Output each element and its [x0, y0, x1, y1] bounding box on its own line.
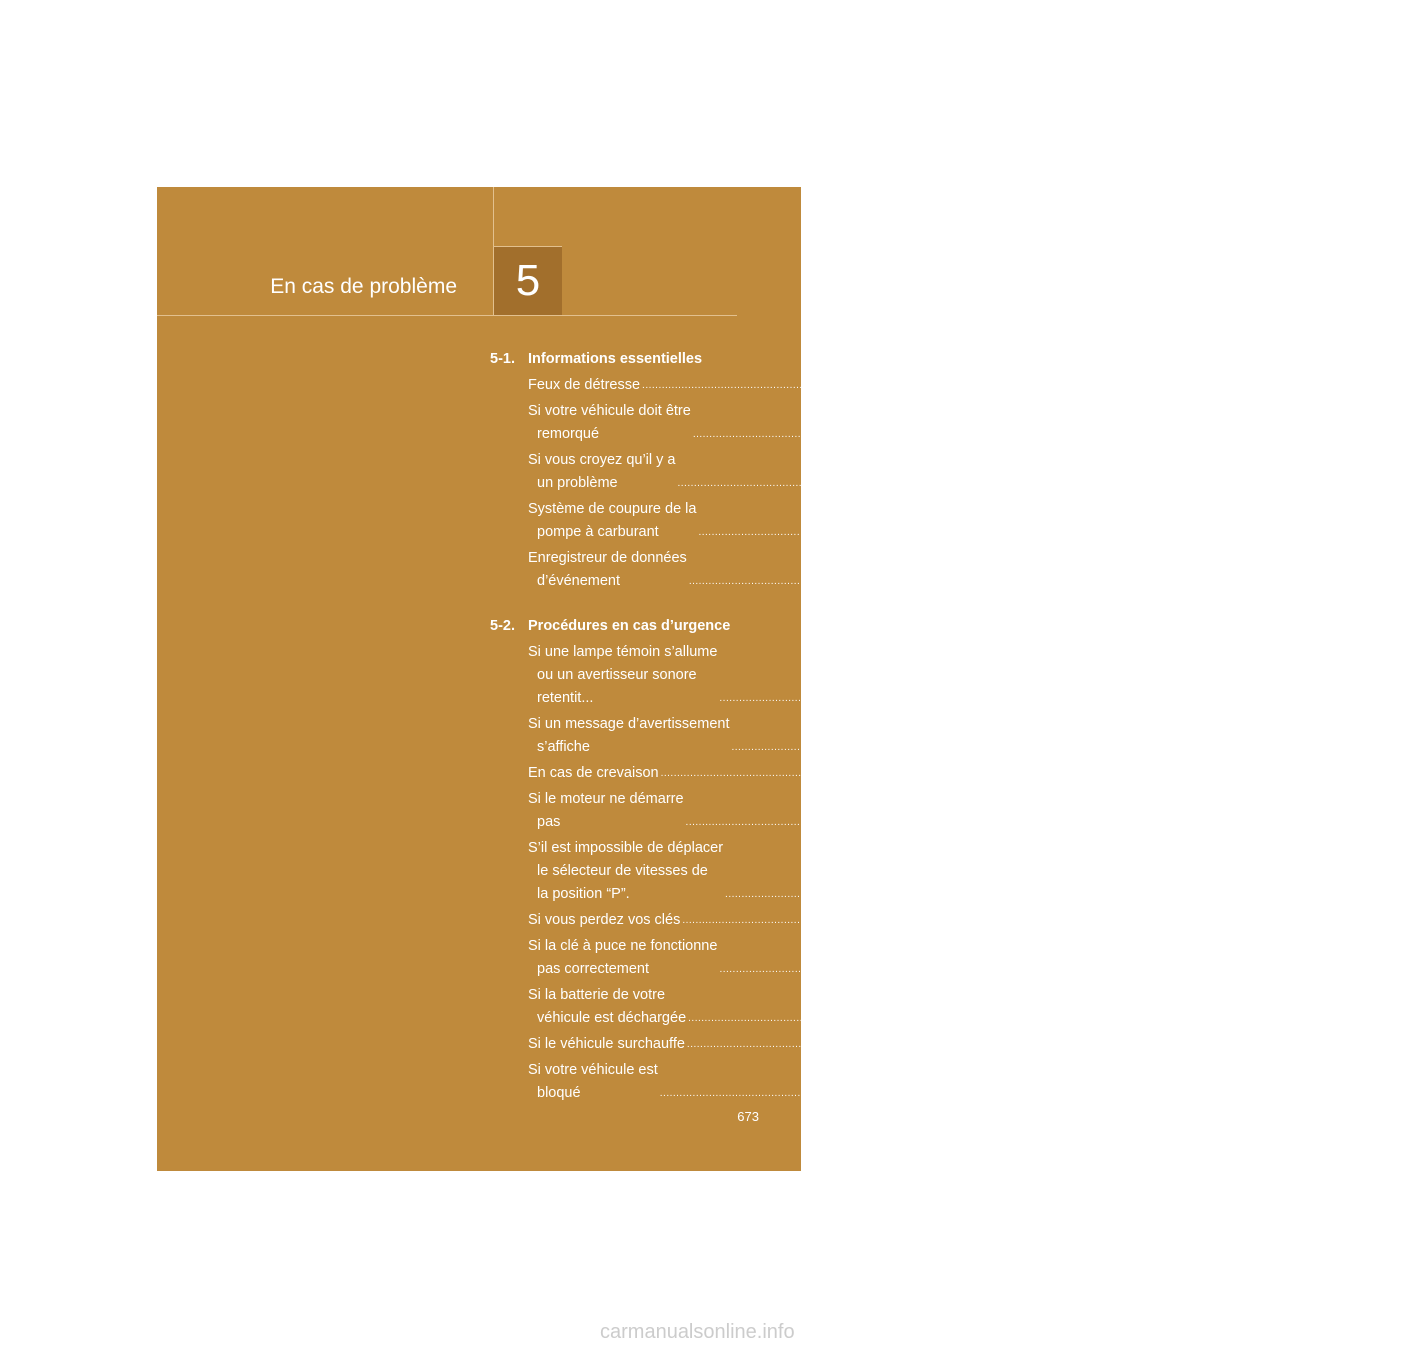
entry-text: En cas de crevaison: [528, 765, 659, 781]
toc-entry[interactable]: [528, 713, 1414, 759]
toc-entry[interactable]: [528, 400, 1376, 446]
leader-dots: ........................................................................................................................................................................................................: [642, 380, 1298, 391]
toc-entry[interactable]: [528, 1033, 1370, 1056]
leader-dots: ........................................................................................................................................................................................................: [688, 1013, 1344, 1024]
leader-dots: ........................................................................................................................................................................................................: [682, 915, 1338, 926]
chapter-number: 5: [515, 256, 541, 305]
section-heading[interactable]: [490, 615, 740, 638]
toc-entry[interactable]: [528, 935, 1403, 981]
entry-text: Si votre véhicule doit être remorqué: [528, 403, 691, 442]
leader-dots: ........................................................................................................................................................................................................: [688, 576, 1345, 587]
chapter-panel: [157, 187, 1414, 1171]
entry-page: 734: [1343, 814, 1369, 831]
chapter-title: En cas de problème: [270, 275, 457, 298]
toc-entry[interactable]: [528, 641, 1403, 710]
toc-section: [490, 348, 1382, 593]
leader-dots: ........................................................................................................................................................................................................: [719, 964, 1376, 975]
section-title: Informations essentielles: [528, 351, 703, 367]
entry-text: Si une lampe témoin s’allume ou un avertisseur sonore retentit...: [528, 644, 718, 706]
watermark: carmanualsonline.info: [600, 1321, 795, 1343]
toc-entry[interactable]: [528, 547, 1372, 593]
entry-text: Si la batterie de votre véhicule est déchargée: [528, 987, 687, 1026]
entry-page: 682: [1356, 524, 1382, 541]
leader-dots: ........................................................................................................................................................................................................: [698, 527, 1355, 538]
entry-text: Enregistreur de données d’événement: [528, 550, 687, 589]
header-horizontal-divider: [157, 315, 737, 316]
page-number: 673: [737, 1109, 759, 1124]
entry-page: 681: [1335, 475, 1361, 492]
entry-text: Si le moteur ne démarre pas: [528, 791, 684, 830]
entry-text: Si la clé à puce ne fonctionne pas correctement: [528, 938, 718, 977]
section-title: Procédures en cas d’urgence: [528, 618, 731, 634]
toc-entry[interactable]: [528, 374, 1325, 397]
toc-entry[interactable]: [528, 984, 1371, 1030]
entry-text: Feux de détresse: [528, 377, 641, 393]
leader-dots: ........................................................................................................................................................................................................: [660, 768, 1317, 779]
section-gap: [490, 593, 740, 615]
leader-dots: ........................................................................................................................................................................................................: [731, 742, 1388, 753]
toc-entry[interactable]: [528, 788, 1369, 834]
toc-section: [490, 615, 1414, 1105]
leader-dots: ........................................................................................................................................................................................................: [686, 1039, 1343, 1050]
toc-entry[interactable]: [528, 762, 1344, 785]
toc-entry[interactable]: [528, 498, 1382, 544]
entry-page: 747: [1317, 1085, 1343, 1102]
entry-text: Si un message d’avertissement s’affiche: [528, 716, 730, 755]
toc-entry[interactable]: [528, 909, 1366, 932]
toc-entry[interactable]: [528, 449, 1361, 495]
entry-page: 741: [1345, 1010, 1371, 1027]
leader-dots: ........................................................................................................................................................................................................: [685, 817, 1342, 828]
entry-page: 736: [1382, 886, 1408, 903]
entry-text: Si vous perdez vos clés: [528, 912, 681, 928]
entry-text: Système de coupure de la pompe à carburant: [528, 501, 697, 540]
entry-page: 683: [1346, 573, 1372, 590]
section-heading[interactable]: [490, 348, 740, 371]
entry-page: 674: [1299, 377, 1325, 394]
entry-page: 720: [1318, 765, 1344, 782]
toc-entry[interactable]: [528, 837, 1408, 906]
entry-text: S’il est impossible de déplacer le sélecteur de vitesses de la position “P”.: [528, 840, 724, 902]
leader-dots: ........................................................................................................................................................................................................: [677, 478, 1334, 489]
leader-dots: ........................................................................................................................................................................................................: [719, 693, 1376, 704]
entry-page: 686: [1377, 690, 1403, 707]
entry-page: 737: [1340, 912, 1366, 929]
entry-page: 698: [1389, 739, 1414, 756]
toc-entry[interactable]: [528, 1059, 1343, 1105]
entry-text: Si vous croyez qu’il y a un problème: [528, 452, 676, 491]
leader-dots: ........................................................................................................................................................................................................: [659, 1088, 1316, 1099]
entry-page: 744: [1344, 1036, 1370, 1053]
leader-dots: ........................................................................................................................................................................................................: [692, 429, 1349, 440]
table-of-contents: [490, 348, 1414, 1105]
entry-page: 675: [1350, 426, 1376, 443]
chapter-number-box: [493, 246, 562, 315]
entry-page: 738: [1377, 961, 1403, 978]
section-number: 5-2.: [490, 618, 515, 634]
entry-text: Si le véhicule surchauffe: [528, 1036, 685, 1052]
section-number: 5-1.: [490, 351, 515, 367]
entry-text: Si votre véhicule est bloqué: [528, 1062, 658, 1101]
leader-dots: ........................................................................................................................................................................................................: [725, 889, 1381, 900]
